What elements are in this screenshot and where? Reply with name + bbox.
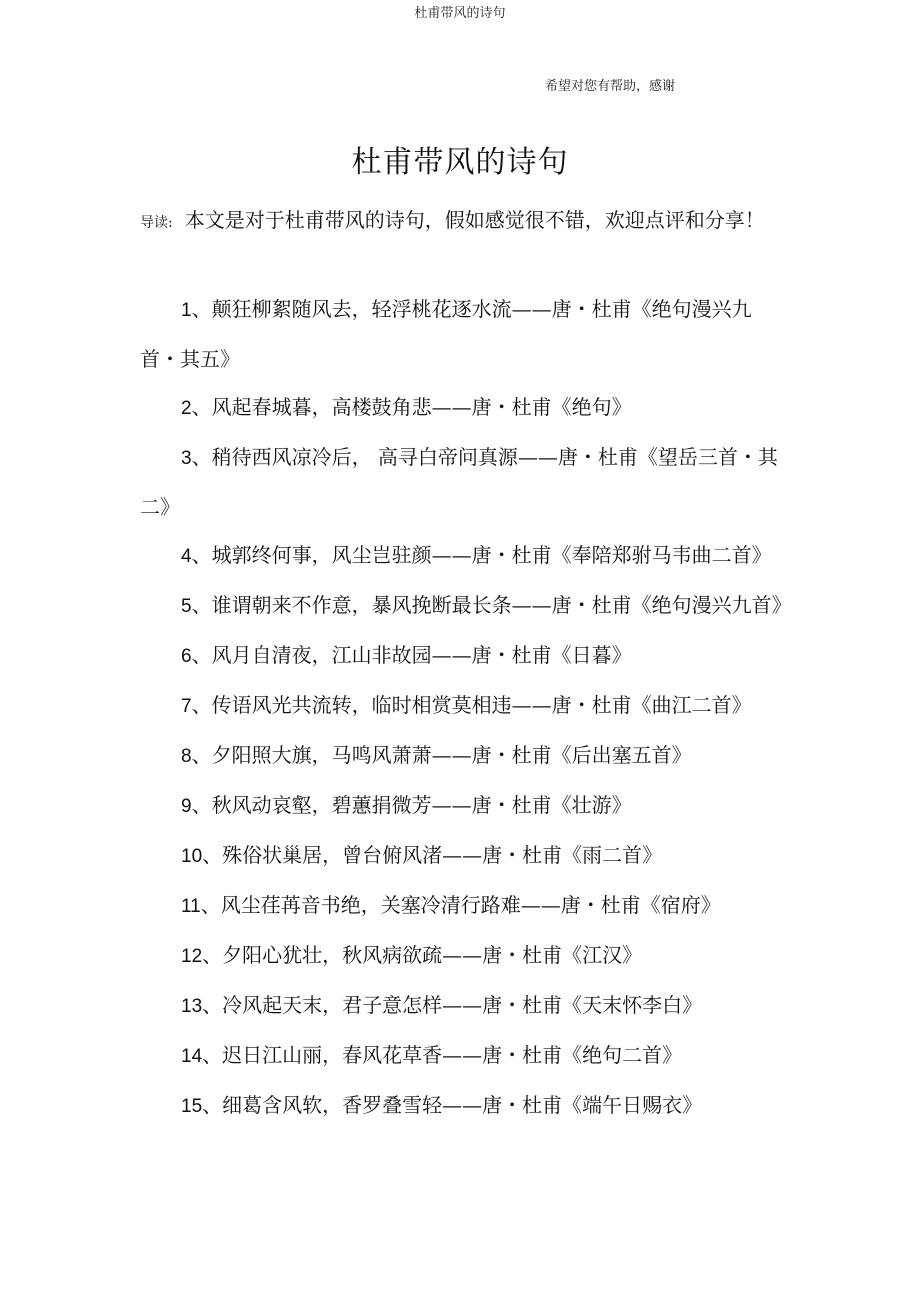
poem-text: 、冷风起天末，君子意怎样——唐・杜甫《天末怀李白》: [202, 993, 703, 1017]
poem-line: [140, 531, 790, 581]
poem-number: 7: [181, 696, 192, 717]
poem-text: 、风尘荏苒音书绝，关塞冷清行路难——唐・杜甫《宿府》: [200, 893, 721, 917]
poem-line: [140, 383, 790, 433]
poem-line: [140, 731, 790, 781]
poem-number: 14: [181, 1046, 203, 1067]
poem-line: [140, 1081, 790, 1131]
poem-number: 3: [181, 448, 192, 469]
poem-number: 2: [181, 398, 192, 419]
poem-line: [140, 931, 790, 981]
poem-line: [140, 681, 790, 731]
running-header: 杜甫带风的诗句: [414, 6, 506, 21]
poem-line: [140, 285, 790, 383]
poem-text: 、殊俗状巢居，曾台俯风渚——唐・杜甫《雨二首》: [202, 843, 663, 867]
poem-number: 13: [181, 996, 203, 1017]
poem-list: [140, 285, 790, 1131]
poem-text: 、传语风光共流转，临时相赏莫相违——唐・杜甫《曲江二首》: [191, 693, 752, 717]
poem-number: 8: [181, 746, 192, 767]
poem-text: 、颠狂柳絮随风去，轻浮桃花逐水流——唐・杜甫《绝句漫兴九首・其五》: [140, 297, 752, 371]
poem-text: 、稍待西风凉冷后， 高寻白帝问真源——唐・杜甫《望岳三首・其二》: [140, 445, 778, 519]
poem-text: 、秋风动哀壑，碧蕙捐微芳——唐・杜甫《壮游》: [191, 793, 632, 817]
thanks-note: 希望对您有帮助，感谢: [545, 79, 676, 94]
poem-line: [140, 433, 790, 531]
poem-number: 9: [181, 796, 192, 817]
poem-line: [140, 831, 790, 881]
poem-text: 、迟日江山丽，春风花草香——唐・杜甫《绝句二首》: [202, 1043, 683, 1067]
poem-line: [140, 1031, 790, 1081]
page-title: 杜甫带风的诗句: [351, 145, 569, 180]
poem-text: 、风起春城暮，高楼鼓角悲——唐・杜甫《绝句》: [191, 395, 632, 419]
poem-number: 4: [181, 546, 192, 567]
intro-paragraph: [140, 196, 790, 247]
poem-line: [140, 631, 790, 681]
poem-number: 5: [181, 596, 192, 617]
poem-line: [140, 781, 790, 831]
poem-text: 、夕阳心犹壮，秋风病欲疏——唐・杜甫《江汉》: [202, 943, 643, 967]
poem-text: 、城郭终何事，风尘岂驻颜——唐・杜甫《奉陪郑驸马韦曲二首》: [191, 543, 772, 567]
intro-label: 导读:: [140, 215, 173, 231]
poem-text: 、夕阳照大旗，马鸣风萧萧——唐・杜甫《后出塞五首》: [191, 743, 692, 767]
poem-line: [140, 581, 790, 631]
poem-number: 11: [181, 896, 201, 917]
poem-number: 6: [181, 646, 192, 667]
poem-number: 10: [181, 846, 203, 867]
poem-text: 、谁谓朝来不作意，暴风挽断最长条——唐・杜甫《绝句漫兴九首》: [191, 593, 792, 617]
poem-number: 12: [181, 946, 203, 967]
poem-line: [140, 881, 790, 931]
poem-number: 1: [181, 300, 192, 321]
intro-text: 本文是对于杜甫带风的诗句，假如感觉很不错，欢迎点评和分享！: [184, 208, 765, 232]
poem-text: 、风月自清夜，江山非故园——唐・杜甫《日暮》: [191, 643, 632, 667]
poem-number: 15: [181, 1096, 203, 1117]
poem-text: 、细葛含风软，香罗叠雪轻——唐・杜甫《端午日赐衣》: [202, 1093, 703, 1117]
poem-line: [140, 981, 790, 1031]
